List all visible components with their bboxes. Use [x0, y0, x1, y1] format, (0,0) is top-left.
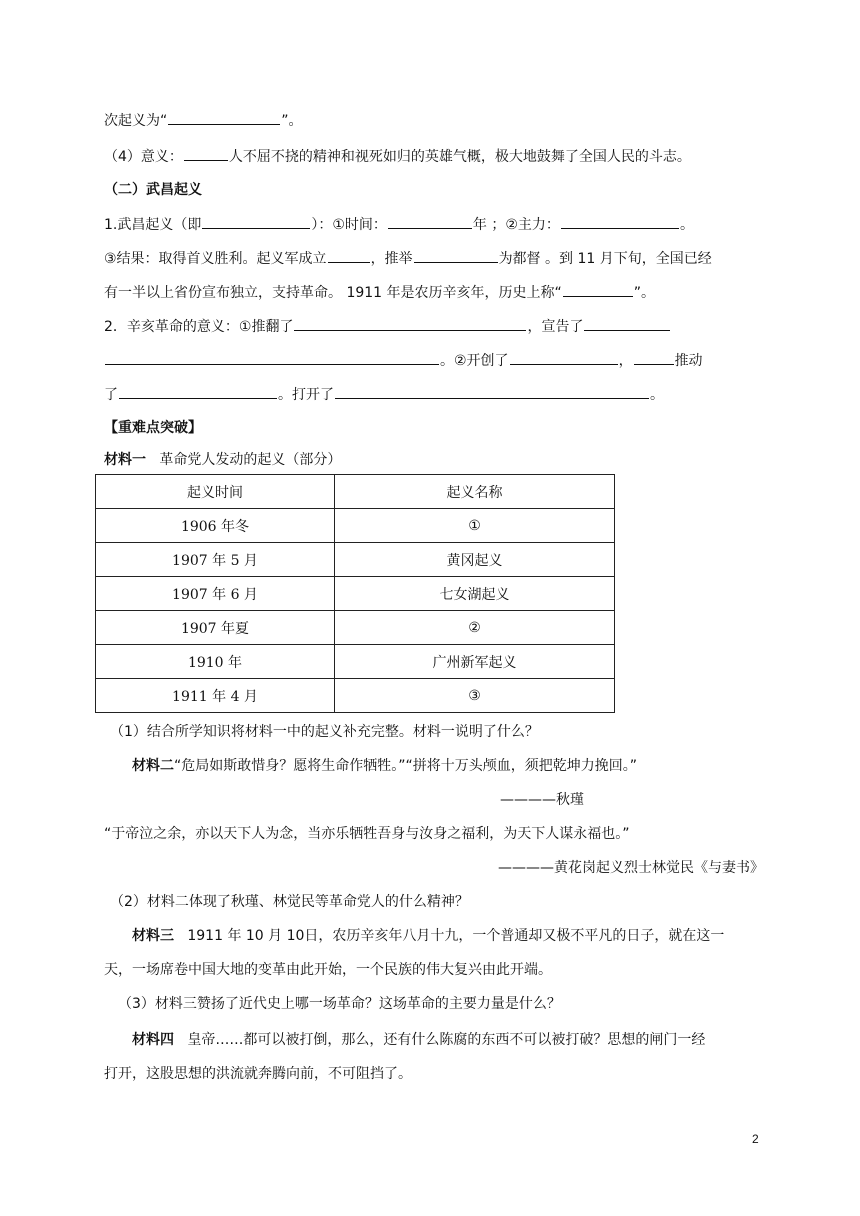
- material-1-caption: [104, 450, 341, 470]
- text-line-meaning-3: [104, 384, 664, 405]
- blank-line: [414, 248, 498, 263]
- table-cell: ②: [335, 611, 615, 645]
- blank-line: [563, 282, 633, 297]
- question-2: （2）材料二体现了秋瑾、林觉民等革命党人的什么精神？: [110, 894, 469, 910]
- section-heading-wuchang: （二）武昌起义: [104, 182, 202, 198]
- attribution-qiujin: ————秋瑾: [500, 792, 584, 808]
- table-cell: 七女湖起义: [335, 577, 615, 611]
- table-row: [96, 577, 615, 611]
- text-span: ，推举: [370, 251, 413, 267]
- text-line-meaning-2: [104, 350, 703, 371]
- question-3: （3）材料三赞扬了近代史上哪一场革命？这场革命的主要力量是什么？: [118, 996, 561, 1012]
- section-heading-focus: 【重难点突破】: [104, 420, 202, 436]
- table-row: [96, 611, 615, 645]
- text-span: 推动: [674, 353, 703, 369]
- table-row: [96, 679, 615, 713]
- text-span: ”。: [281, 113, 303, 129]
- quote-lin-juemin: “于帝泣之余，亦以天下人为念，当亦乐牺牲吾身与汝身之福利，为天下人谋永福也。”: [104, 826, 630, 842]
- uprisings-table: [95, 474, 615, 713]
- table-cell: 广州新军起义: [335, 645, 615, 679]
- table-header-cell: 起义名称: [335, 475, 615, 509]
- text-span: 。打开了: [278, 387, 334, 403]
- table-cell: 1907 年夏: [96, 611, 335, 645]
- table-cell: 1910 年: [96, 645, 335, 679]
- text-span: ③结果：取得首义胜利。起义军成立: [104, 251, 327, 267]
- page-number: 2: [752, 1132, 759, 1146]
- text-line-wuchang-2: [104, 248, 712, 269]
- material-3: [132, 926, 724, 946]
- blank-line: [335, 384, 649, 399]
- material-label: 材料二: [132, 758, 174, 774]
- table-cell: 黄冈起义: [335, 543, 615, 577]
- table-row: [96, 543, 615, 577]
- text-span: 革命党人发动的起义（部分）: [159, 452, 342, 468]
- text-line-significance: [104, 146, 691, 167]
- blank-line: [328, 248, 370, 263]
- material-4-cont: 打开，这股思想的洪流就奔腾向前，不可阻挡了。: [104, 1066, 412, 1082]
- question-1: （1）结合所学知识将材料一中的起义补充完整。材料一说明了什么？: [110, 724, 539, 740]
- text-span: 有一半以上省份宣布独立，支持革命。 1911 年是农历辛亥年，历史上称“: [104, 285, 562, 301]
- blank-line: [168, 110, 280, 125]
- text-span: （4）意义：: [104, 149, 183, 165]
- text-line-wuchang-1: [104, 214, 694, 235]
- material-label: 材料一: [104, 452, 146, 468]
- material-3-cont: 天，一场席卷中国大地的变革由此开始，一个民族的伟大复兴由此开端。: [104, 962, 552, 978]
- text-span: 1911 年 10 月 10日，农历辛亥年八月十九，一个普通却又极不平凡的日子，就在这一: [187, 928, 725, 944]
- blank-line: [119, 384, 277, 399]
- text-line-1: [104, 110, 303, 131]
- table-cell: 1911 年 4 月: [96, 679, 335, 713]
- text-line-meaning-1: [104, 316, 671, 337]
- text-span: ）：①时间：: [311, 217, 387, 233]
- material-label: 材料三: [132, 928, 174, 944]
- table-row: [96, 509, 615, 543]
- text-span: 1.武昌起义（即: [104, 217, 202, 233]
- blank-line: [294, 316, 526, 331]
- text-span: 次起义为“: [104, 113, 168, 129]
- table-cell: 1907 年 6 月: [96, 577, 335, 611]
- text-span: 了: [104, 387, 118, 403]
- text-span: ，宣告了: [527, 319, 584, 335]
- table-row: [96, 645, 615, 679]
- table-cell: ①: [335, 509, 615, 543]
- table-cell: 1906 年冬: [96, 509, 335, 543]
- material-2: [132, 756, 637, 776]
- text-span: “危局如斯敢惜身？愿将生命作牺牲。”“拼将十万头颅血，须把乾坤力挽回。”: [174, 758, 638, 774]
- blank-line: [105, 350, 439, 365]
- material-4: [132, 1030, 705, 1050]
- blank-line: [510, 350, 618, 365]
- blank-line: [634, 350, 674, 365]
- blank-line: [202, 214, 310, 229]
- blank-line: [561, 214, 679, 229]
- attribution-lin-juemin: ————黄花岗起义烈士林觉民《与妻书》: [498, 860, 764, 876]
- table-cell: 1907 年 5 月: [96, 543, 335, 577]
- text-span: 。: [650, 387, 664, 403]
- text-span: 人不屈不挠的精神和视死如归的英雄气概，极大地鼓舞了全国人民的斗志。: [228, 149, 691, 165]
- text-span: ”。: [633, 285, 656, 301]
- table-cell: ③: [335, 679, 615, 713]
- text-span: 。②开创了: [440, 353, 509, 369]
- table-header-cell: 起义时间: [96, 475, 335, 509]
- text-line-wuchang-3: [104, 282, 655, 303]
- text-span: 2．辛亥革命的意义：①推翻了: [104, 319, 294, 335]
- blank-line: [388, 214, 472, 229]
- blank-line: [184, 146, 228, 161]
- text-span: ，: [618, 353, 633, 369]
- material-label: 材料四: [132, 1032, 174, 1048]
- text-span: 年 ；②主力：: [472, 217, 560, 233]
- table-header-row: [96, 475, 615, 509]
- text-span: 皇帝……都可以被打倒，那么，还有什么陈腐的东西不可以被打破？思想的闸门一经: [187, 1032, 706, 1048]
- text-span: 。: [679, 217, 694, 233]
- text-span: 为都督 。到 11 月下旬，全国已经: [498, 251, 712, 267]
- blank-line: [584, 316, 670, 331]
